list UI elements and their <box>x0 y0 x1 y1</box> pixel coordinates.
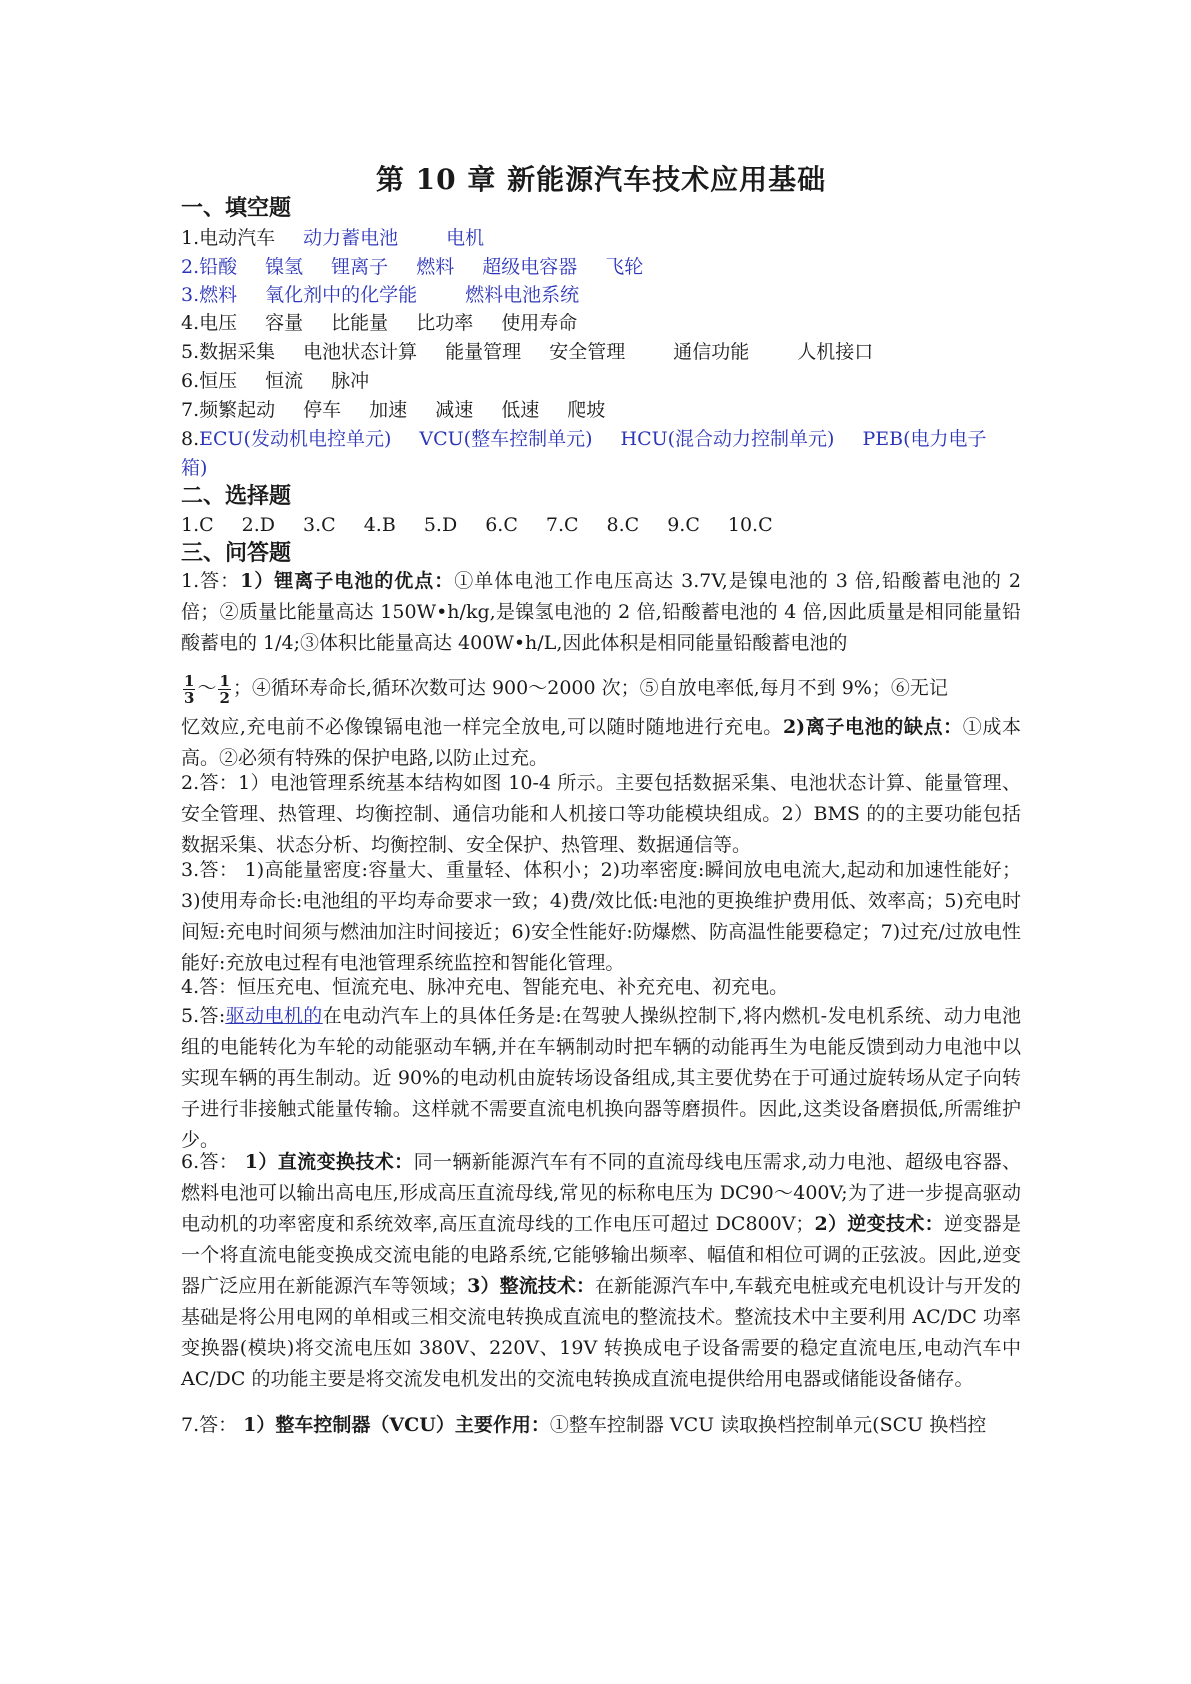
question-number: 2. <box>181 256 200 278</box>
answer-subheading: 2）逆变技术： <box>814 1213 944 1235</box>
answer-text: 忆效应,充电前不必像镍镉电池一样完全放电,可以随时随地进行充电。 <box>181 716 783 738</box>
fill-answer-3 <box>181 283 579 307</box>
answer-item: PEB(电力电子 <box>862 428 987 450</box>
drive-motor-link[interactable]: 驱动电机的 <box>225 1005 323 1027</box>
qa-answer-3: 3.答： 1)高能量密度:容量大、重量轻、体积小；2)功率密度:瞬间放电电流大,起动和加速性能好；3)使用寿命长:电池组的平均寿命要求一致；4)费/效比低:电池的更换维护费用低、效率高；5)充电时间短:充电时间须与燃油加注时间接近；6)安全性能好:防爆燃、防高温性能要稳定；7)过充/过放电性能好:充放电过程有电池管理系统监控和智能化管理。 <box>181 859 1021 974</box>
answer-item: 超级电容器 <box>482 256 578 278</box>
answer-item: 频繁起动 <box>199 399 276 421</box>
answer-item: 恒流 <box>265 370 304 392</box>
question-number: 7. <box>181 399 200 421</box>
answer-item: 通信功能 <box>673 341 750 363</box>
choice-answer: 5.D <box>423 514 458 536</box>
fill-answer-1 <box>181 226 484 250</box>
choice-answers <box>181 513 773 537</box>
choice-answer: 1.C <box>181 514 214 536</box>
answer-item: VCU(整车控制单元) <box>419 428 593 450</box>
answer-item: 爬坡 <box>567 399 606 421</box>
answer-item: 恒压 <box>199 370 238 392</box>
answer-item: 锂离子 <box>331 256 389 278</box>
question-number: 4. <box>181 312 200 334</box>
answer-item: 燃料 <box>199 284 238 306</box>
choice-answer: 10.C <box>727 514 773 536</box>
qa-answer-5 <box>181 1001 1021 1156</box>
choice-answer: 4.B <box>363 514 396 536</box>
choice-answer: 2.D <box>241 514 276 536</box>
qa-answer-7 <box>181 1410 1021 1441</box>
question-number: 1. <box>181 227 200 249</box>
fraction-numerator: 1 <box>219 671 230 690</box>
qa-answer-1-cont <box>181 712 1021 774</box>
answer-text: 在电动汽车上的具体任务是:在驾驶人操纵控制下,将内燃机-发电机系统、动力电池组的电能转化为车轮的动能驱动车辆,并在车辆制动时把车辆的动能再生为电能反馈到动力电池中以实现车辆的再生制动。近 90%的电动机由旋转场设备组成,其主要优势在于可通过旋转场从定子向转子进行非接触式能量传输。这样就不需要直流电机换向器等磨损件。因此,这类设备磨损低,所需维护少。 <box>181 1005 1021 1151</box>
answer-item: 低速 <box>501 399 540 421</box>
answer-item: 使用寿命 <box>501 312 578 334</box>
qa-answer-2: 2.答：1）电池管理系统基本结构如图 10-4 所示。主要包括数据采集、电池状态计算、能量管理、安全管理、热管理、均衡控制、通信功能和人机接口等功能模块组成。2）BMS 的的主要功能包括数据采集、状态分析、均衡控制、安全保护、热管理、数据通信等。 <box>181 772 1021 856</box>
answer-text: 同一辆新能源汽车有不同的直流母线电压需求,动力电池、超级电容器、燃料电池可以输出高电压,形成高压直流母线,常见的标称电压为 DC90～400V;为了进一步提高驱动电动机的功率密度和系统效率,高压直流母线的工作电压可超过 DC800V； <box>181 1151 1021 1235</box>
answer-item: 镍氢 <box>265 256 304 278</box>
answer-item: 脉冲 <box>331 370 370 392</box>
tilde-symbol: ～ <box>197 677 217 699</box>
answer-text: ①整车控制器 VCU 读取换档控制单元(SCU 换档控 <box>549 1414 987 1436</box>
answer-item: 数据采集 <box>199 341 276 363</box>
answer-subheading: 1）锂离子电池的优点： <box>240 570 455 592</box>
answer-item: 动力蓄电池 <box>303 227 399 249</box>
page-title: 第 10 章 新能源汽车技术应用基础 <box>375 163 827 196</box>
question-number: 5. <box>181 341 200 363</box>
answer-text: ；④循环寿命长,循环次数可达 900～2000 次；⑤自放电率低,每月不到 9%；⑥无记 <box>232 677 948 699</box>
section-heading-choice: 二、选择题 <box>181 483 292 509</box>
answer-item: 燃料 <box>416 256 455 278</box>
answer-item: 飞轮 <box>605 256 644 278</box>
fill-answer-8-wrap: 箱) <box>181 457 208 479</box>
answer-subheading: 1）整车控制器（VCU）主要作用： <box>243 1414 550 1436</box>
answer-item: ECU(发动机电控单元) <box>199 428 392 450</box>
choice-answer: 3.C <box>303 514 336 536</box>
answer-text: ①单体电池工作电压高达 3.7V,是镍电池的 3 倍,铅酸蓄电池的 2 倍；②质量比能量高达 150W•h/kg,是镍氢电池的 2 倍,铅酸蓄电池的 4 倍,因此质量是相同能量铅酸蓄电的 1/4;③体积比能量高达 400W•h/L,因此体积是相同能量铅酸蓄电池的 <box>181 570 1021 654</box>
section-heading-fill-in: 一、填空题 <box>181 195 292 221</box>
answer-text: ①成本高。②必须有特殊的保护电路,以防止过充。 <box>181 716 1021 769</box>
answer-item: HCU(混合动力控制单元) <box>620 428 835 450</box>
answer-item: 比能量 <box>331 312 389 334</box>
answer-item: 电机 <box>446 227 485 249</box>
answer-item: 电压 <box>199 312 238 334</box>
answer-item: 人机接口 <box>797 341 874 363</box>
qa-answer-4: 4.答：恒压充电、恒流充电、脉冲充电、智能充电、补充充电、初充电。 <box>181 976 789 998</box>
qa-answer-1 <box>181 566 1021 659</box>
answer-item: 铅酸 <box>199 256 238 278</box>
answer-item: 电池状态计算 <box>303 341 418 363</box>
answer-subheading: 2)离子电池的缺点： <box>782 716 963 738</box>
fill-answer-8 <box>181 427 986 451</box>
choice-answer: 8.C <box>606 514 640 536</box>
answer-item: 容量 <box>265 312 304 334</box>
qa-answer-6 <box>181 1147 1021 1395</box>
question-number: 6. <box>181 370 200 392</box>
question-number: 3. <box>181 284 200 306</box>
answer-item: 加速 <box>369 399 408 421</box>
choice-answer: 7.C <box>545 514 579 536</box>
section-heading-qa: 三、问答题 <box>181 540 292 566</box>
qa-answer-1-fraction-line <box>181 668 948 708</box>
fraction-denominator: 2 <box>219 688 230 707</box>
fraction-denominator: 3 <box>184 688 195 707</box>
answer-item: 氧化剂中的化学能 <box>265 284 418 306</box>
answer-item: 安全管理 <box>549 341 626 363</box>
fill-answer-2 <box>181 255 643 279</box>
answer-item: 比功率 <box>416 312 474 334</box>
answer-text: 逆变器是一个将直流电能变换成交流电能的电路系统,它能够输出频率、幅值和相位可调的正弦波。因此,逆变器广泛应用在新能源汽车等领域； <box>181 1213 1021 1297</box>
answer-item: 燃料电池系统 <box>465 284 580 306</box>
answer-prefix: 6.答： <box>181 1151 245 1173</box>
answer-item: 减速 <box>435 399 474 421</box>
answer-prefix: 1.答： <box>181 570 241 592</box>
fraction-one-third <box>183 673 195 706</box>
fill-answer-5 <box>181 340 873 364</box>
fill-answer-7 <box>181 398 605 422</box>
fill-answer-4 <box>181 311 577 335</box>
answer-subheading: 1）直流变换技术： <box>244 1151 414 1173</box>
fraction-numerator: 1 <box>184 671 195 690</box>
choice-answer: 9.C <box>667 514 700 536</box>
answer-item: 停车 <box>303 399 342 421</box>
answer-prefix: 5.答: <box>181 1005 226 1027</box>
answer-text: 在新能源汽车中,车载充电桩或充电机设计与开发的基础是将公用电网的单相或三相交流电转换成直流电的整流技术。整流技术中主要利用 AC/DC 功率变换器(模块)将交流电压如 380V、220V、19V 转换成电子设备需要的稳定直流电压,电动汽车中 AC/DC 的功能主要是将交流发电机发出的交流电转换成直流电提供给用电器或储能设备储存。 <box>181 1275 1021 1390</box>
fill-answer-6 <box>181 369 369 393</box>
choice-answer: 6.C <box>485 514 518 536</box>
question-text: 电动汽车 <box>199 227 276 249</box>
answer-item: 能量管理 <box>445 341 522 363</box>
question-number: 8. <box>181 428 200 450</box>
answer-subheading: 3）整流技术： <box>467 1275 596 1297</box>
fraction-one-half <box>218 673 230 706</box>
answer-prefix: 7.答： <box>181 1414 244 1436</box>
